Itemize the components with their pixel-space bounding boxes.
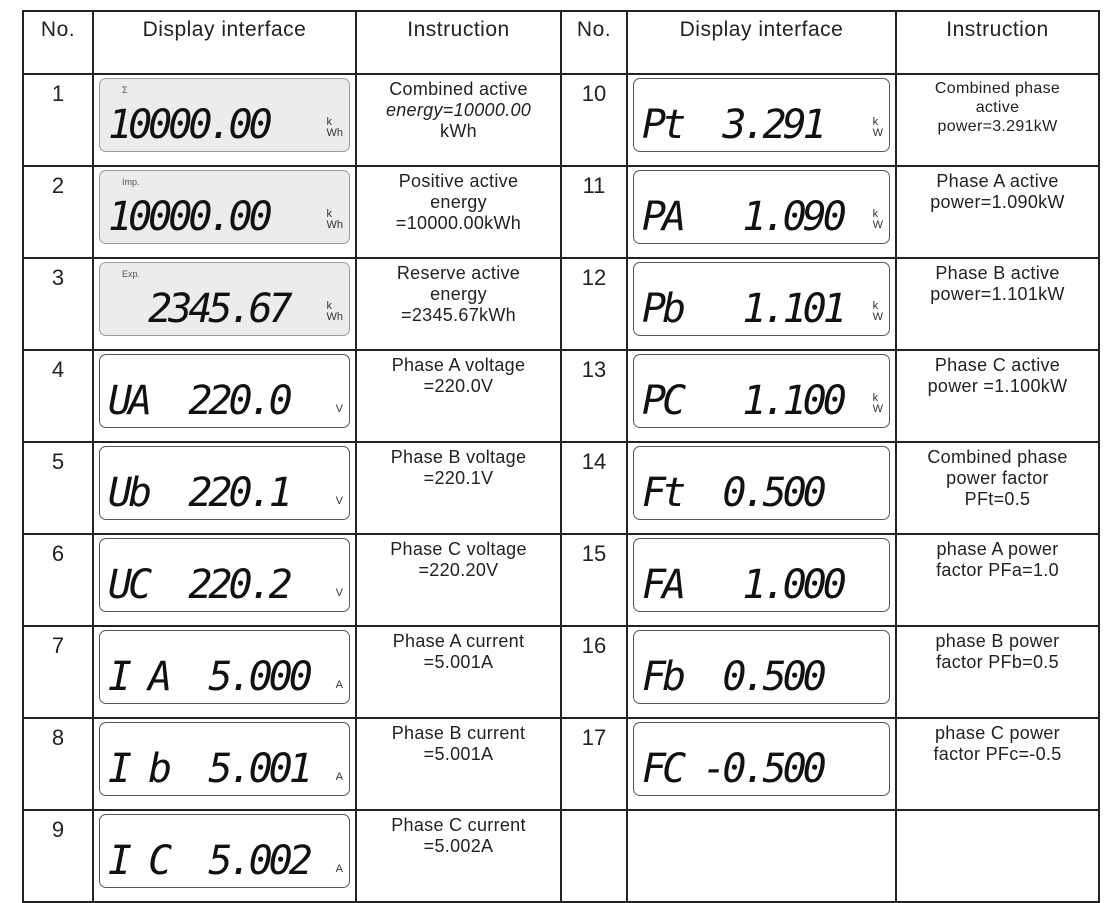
lcd-display: [633, 446, 890, 520]
lcd-reading: Pt 3.291: [642, 102, 823, 148]
instruction-cell: [896, 626, 1099, 718]
lcd-label-row: [108, 448, 343, 461]
instruction-line: Phase C active: [934, 355, 1061, 375]
lcd-label-row: [108, 816, 343, 829]
lcd-label-row: [642, 356, 883, 369]
instruction-cell: [356, 166, 561, 258]
display-cell: [627, 74, 896, 166]
instruction-line: =220.20V: [418, 560, 499, 580]
row-number: 2: [23, 166, 93, 258]
instruction-line: kWh: [440, 121, 477, 141]
lcd-display: [99, 538, 350, 612]
lcd-main: [108, 93, 343, 149]
lcd-unit: V: [335, 403, 343, 415]
display-cell: [93, 166, 356, 258]
lcd-display: [99, 630, 350, 704]
lcd-main: [108, 553, 343, 609]
table-row: [23, 350, 1099, 442]
display-cell: [627, 626, 896, 718]
lcd-main: [108, 737, 343, 793]
display-cell: [93, 350, 356, 442]
display-cell: [93, 534, 356, 626]
header-display: Display interface: [93, 11, 356, 74]
lcd-label-row: [108, 172, 343, 185]
instruction-line: phase A power: [936, 539, 1059, 559]
display-cell: [93, 442, 356, 534]
row-number: 8: [23, 718, 93, 810]
lcd-main: [642, 553, 883, 609]
lcd-main: [108, 829, 343, 885]
lcd-reading: Fb 0.500: [642, 654, 823, 700]
display-cell: [93, 258, 356, 350]
row-number: 9: [23, 810, 93, 902]
lcd-display: [99, 78, 350, 152]
lcd-reading: Ft 0.500: [642, 470, 823, 516]
display-cell: [93, 718, 356, 810]
lcd-unit: k W: [872, 116, 883, 139]
lcd-reading: I b 5.001: [108, 746, 309, 792]
lcd-reading: 10000.00: [108, 194, 269, 240]
table-row: [23, 810, 1099, 902]
lcd-reading: PC 1.100: [642, 378, 843, 424]
lcd-unit: A: [335, 771, 343, 783]
row-number: 4: [23, 350, 93, 442]
lcd-label-row: [108, 540, 343, 553]
instruction-line: Phase A voltage: [391, 355, 526, 375]
header-row: [23, 11, 1099, 74]
lcd-reading: I C 5.002: [108, 838, 309, 884]
instruction-line: Phase B voltage: [390, 447, 527, 467]
instruction-line: phase B power: [935, 631, 1060, 651]
row-number: 6: [23, 534, 93, 626]
instruction-line: Combined phase: [934, 80, 1061, 97]
row-number: 3: [23, 258, 93, 350]
instruction-line: =5.002A: [423, 836, 494, 856]
instruction-cell: [356, 810, 561, 902]
lcd-label-row: [108, 356, 343, 369]
instruction-cell: [896, 442, 1099, 534]
lcd-reading: UA 220.0: [108, 378, 289, 424]
lcd-label-row: [108, 632, 343, 645]
instruction-line: Phase A current: [392, 631, 525, 651]
display-cell: [627, 166, 896, 258]
instruction-cell: [356, 350, 561, 442]
lcd-display: [633, 630, 890, 704]
instruction-line: =5.001A: [423, 652, 494, 672]
lcd-unit: k W: [872, 392, 883, 415]
lcd-reading: 2345.67: [108, 286, 289, 332]
instruction-cell: [356, 626, 561, 718]
lcd-label-row: [642, 724, 883, 737]
table-row: [23, 626, 1099, 718]
instruction-line: power=1.101kW: [930, 284, 1065, 304]
display-cell: [93, 626, 356, 718]
lcd-reading: Pb 1.101: [642, 286, 843, 332]
lcd-label-row: [108, 80, 343, 93]
display-cell: [627, 258, 896, 350]
display-cell: [627, 718, 896, 810]
header-no: No.: [23, 11, 93, 74]
instruction-line: =10000.00kWh: [395, 213, 522, 233]
lcd-unit: V: [335, 587, 343, 599]
instruction-line: factor PFc=-0.5: [933, 744, 1062, 764]
display-cell: [93, 810, 356, 902]
lcd-main: [642, 461, 883, 517]
row-number: 16: [561, 626, 627, 718]
empty-cell: [627, 810, 896, 902]
instruction-line: power factor: [946, 468, 1049, 488]
lcd-unit: k Wh: [326, 300, 343, 323]
instruction-line: power=1.090kW: [930, 192, 1065, 212]
instruction-line: power=3.291kW: [937, 118, 1058, 135]
row-number: 10: [561, 74, 627, 166]
instruction-line: Combined active: [389, 79, 528, 99]
row-number: 7: [23, 626, 93, 718]
lcd-reading: Ub 220.1: [108, 470, 289, 516]
lcd-main: [108, 369, 343, 425]
instruction-line: =2345.67kWh: [401, 305, 516, 325]
lcd-display: [633, 354, 890, 428]
lcd-unit: k W: [872, 208, 883, 231]
table-row: [23, 166, 1099, 258]
instruction-line: Positive active: [398, 171, 519, 191]
display-cell: [93, 74, 356, 166]
lcd-reading: UC 220.2: [108, 562, 289, 608]
row-number: 13: [561, 350, 627, 442]
instruction-line: =220.1V: [423, 468, 494, 488]
lcd-unit: A: [335, 679, 343, 691]
lcd-display: [99, 262, 350, 336]
lcd-display: [99, 354, 350, 428]
instruction-line: Combined phase: [927, 447, 1068, 467]
lcd-main: [642, 645, 883, 701]
instruction-line: energy: [430, 192, 487, 212]
display-cell: [627, 350, 896, 442]
lcd-main: [642, 369, 883, 425]
empty-cell: [561, 810, 627, 902]
instruction-cell: [896, 350, 1099, 442]
lcd-main: [108, 461, 343, 517]
instruction-cell: [896, 718, 1099, 810]
lcd-unit: k Wh: [326, 116, 343, 139]
instruction-line: active: [975, 99, 1020, 116]
table-row: [23, 442, 1099, 534]
instruction-cell: [356, 74, 561, 166]
table-row: [23, 534, 1099, 626]
lcd-main: [642, 185, 883, 241]
row-number: 15: [561, 534, 627, 626]
instruction-line: phase C power: [935, 723, 1060, 743]
table-row: [23, 74, 1099, 166]
lcd-display: [99, 170, 350, 244]
lcd-label: Exp.: [122, 269, 141, 279]
row-number: 11: [561, 166, 627, 258]
instruction-line: Phase B active: [935, 263, 1060, 283]
lcd-main: [108, 645, 343, 701]
instruction-line: factor PFa=1.0: [936, 560, 1059, 580]
instruction-cell: [896, 74, 1099, 166]
lcd-display: [633, 538, 890, 612]
lcd-label-row: [642, 540, 883, 553]
instruction-cell: [356, 258, 561, 350]
header-instruction: Instruction: [896, 11, 1099, 74]
instruction-line: energy=10000.00: [385, 100, 532, 120]
lcd-display: [633, 78, 890, 152]
lcd-label-row: [642, 172, 883, 185]
header-no: No.: [561, 11, 627, 74]
lcd-label-row: [108, 264, 343, 277]
lcd-label-row: [642, 80, 883, 93]
lcd-unit: k Wh: [326, 208, 343, 231]
row-number: 5: [23, 442, 93, 534]
instruction-cell: [356, 442, 561, 534]
lcd-main: [642, 93, 883, 149]
instruction-line: Phase C current: [391, 815, 526, 835]
lcd-main: [642, 737, 883, 793]
lcd-label-row: [642, 448, 883, 461]
lcd-display: [99, 814, 350, 888]
lcd-reading: PA 1.090: [642, 194, 843, 240]
instruction-cell: [356, 718, 561, 810]
lcd-label-row: [642, 264, 883, 277]
display-cell: [627, 534, 896, 626]
lcd-main: [108, 185, 343, 241]
instruction-cell: [896, 258, 1099, 350]
row-number: 12: [561, 258, 627, 350]
instruction-cell: [356, 534, 561, 626]
lcd-reading: FC -0.500: [642, 746, 823, 792]
instruction-line: energy: [430, 284, 487, 304]
instruction-cell: [896, 534, 1099, 626]
lcd-main: [108, 277, 343, 333]
instruction-line: =5.001A: [423, 744, 494, 764]
instruction-line: factor PFb=0.5: [936, 652, 1059, 672]
row-number: 14: [561, 442, 627, 534]
lcd-display: [633, 722, 890, 796]
instruction-line: Phase B current: [391, 723, 526, 743]
lcd-display: [99, 446, 350, 520]
instruction-line: Phase C voltage: [390, 539, 527, 559]
lcd-label: Imp.: [122, 177, 140, 187]
row-number: 17: [561, 718, 627, 810]
lcd-label: Σ: [122, 85, 128, 95]
lcd-reading: FA 1.000: [642, 562, 843, 608]
instruction-line: =220.0V: [423, 376, 494, 396]
lcd-unit: V: [335, 495, 343, 507]
display-cell: [627, 442, 896, 534]
lcd-label-row: [108, 724, 343, 737]
instruction-line: Phase A active: [936, 171, 1059, 191]
header-instruction: Instruction: [356, 11, 561, 74]
lcd-label-row: [642, 632, 883, 645]
lcd-unit: A: [335, 863, 343, 875]
table-row: [23, 258, 1099, 350]
lcd-display: [633, 170, 890, 244]
instruction-line: Reserve active: [396, 263, 521, 283]
header-display: Display interface: [627, 11, 896, 74]
lcd-main: [642, 277, 883, 333]
row-number: 1: [23, 74, 93, 166]
instruction-line: power =1.100kW: [927, 376, 1068, 396]
lcd-display: [633, 262, 890, 336]
lcd-unit: k W: [872, 300, 883, 323]
instruction-line: PFt=0.5: [964, 489, 1031, 509]
instruction-cell: [896, 166, 1099, 258]
lcd-reading: 10000.00: [108, 102, 269, 148]
empty-cell: [896, 810, 1099, 902]
lcd-reading: I A 5.000: [108, 654, 309, 700]
table-row: [23, 718, 1099, 810]
display-interface-table: [22, 10, 1100, 903]
lcd-display: [99, 722, 350, 796]
